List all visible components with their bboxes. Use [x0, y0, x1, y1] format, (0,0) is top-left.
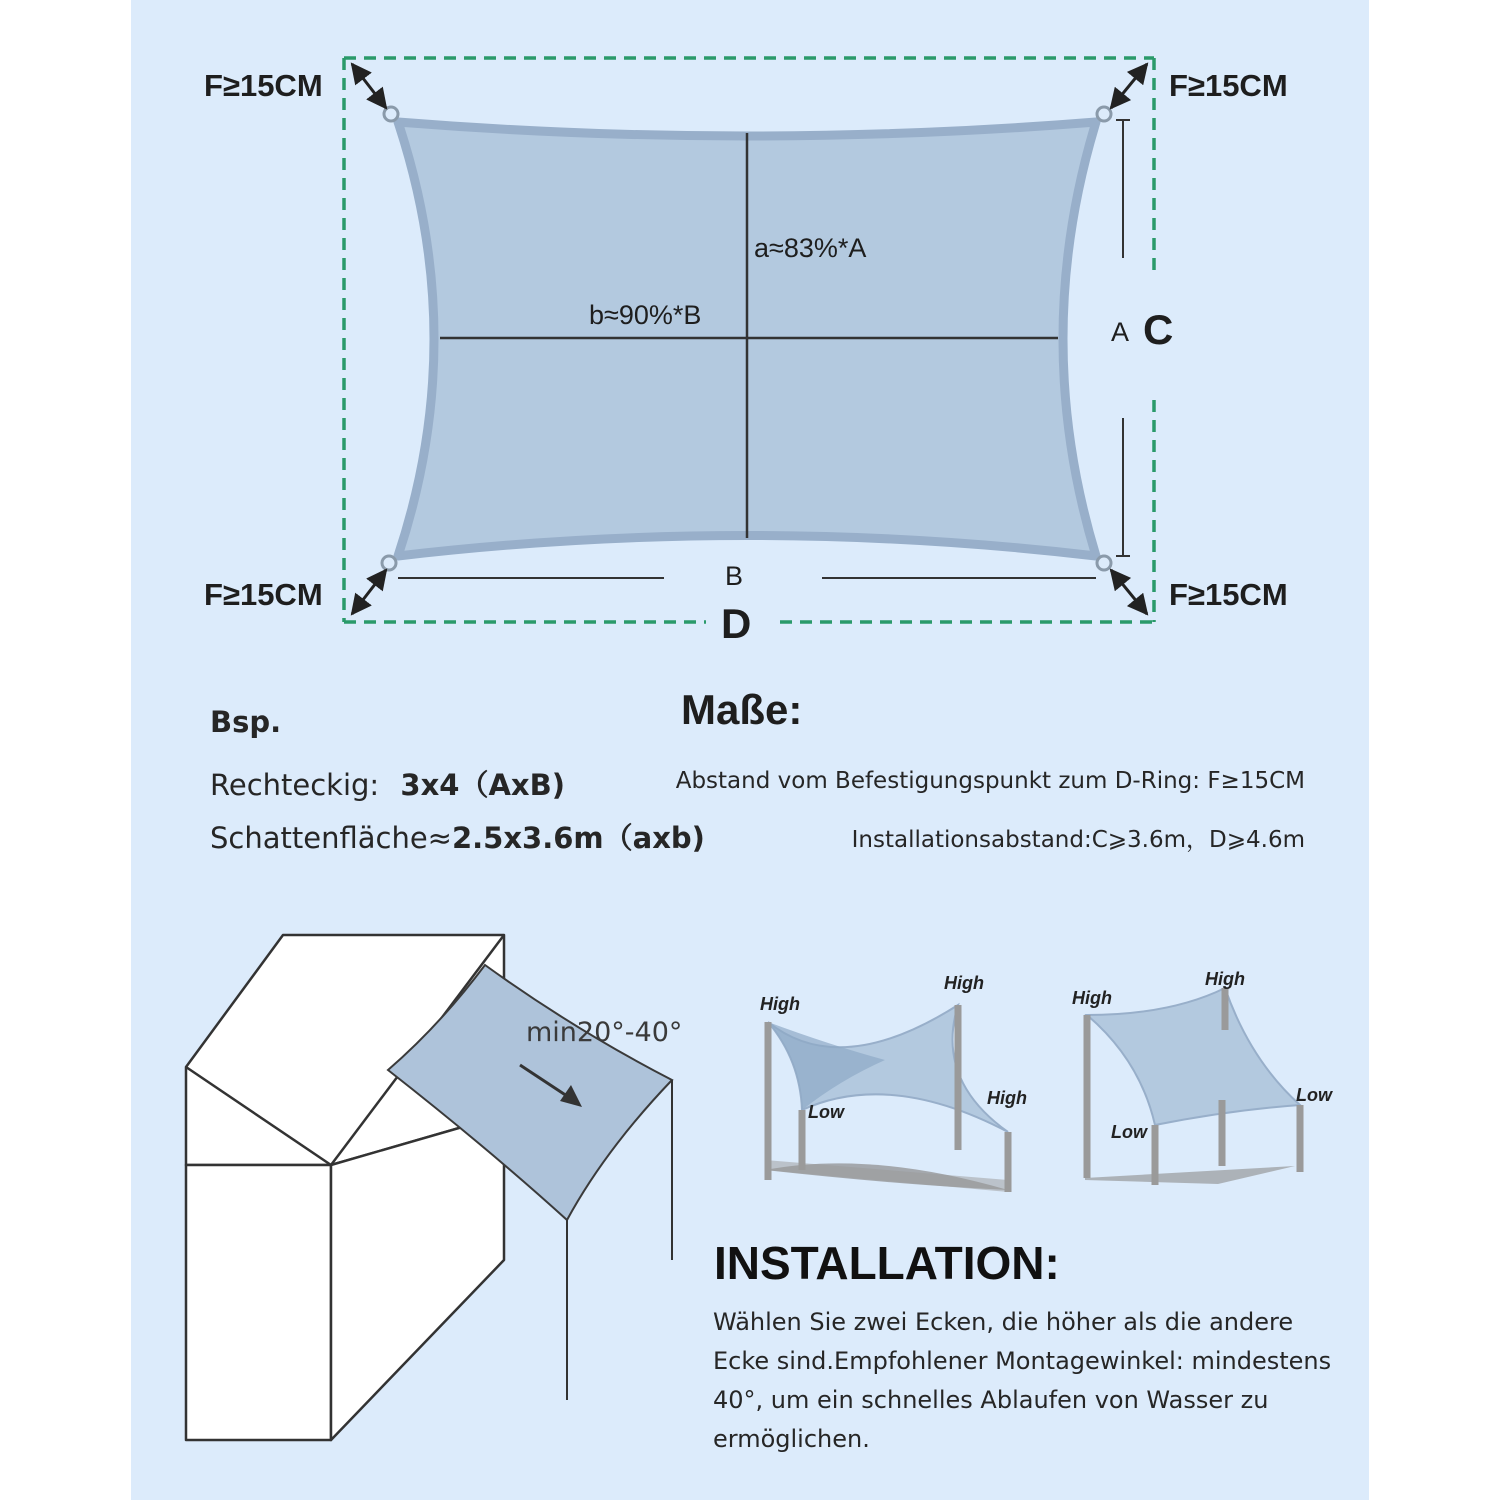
corner-label-top-left: F≥15CM	[204, 68, 323, 103]
ex1-high-label-1: High	[760, 994, 800, 1014]
shade-row	[210, 816, 705, 857]
ex2-high-label-2: High	[1205, 969, 1245, 989]
side-b-label: B	[725, 561, 744, 591]
installation-text: Wählen Sie zwei Ecken, die höher als die andere Ecke sind.Empfohlener Montagewinkel: mindestens 40°, um ein schnelles Ablaufen von Wasser zu ermöglichen.	[713, 1308, 1332, 1453]
ex2-low-label-1: Low	[1296, 1085, 1332, 1105]
rect-row	[210, 763, 565, 804]
corner-label-top-right: F≥15CM	[1169, 68, 1288, 103]
inner-height-label: a≈83%*A	[754, 233, 867, 263]
example2-shadow	[1085, 1166, 1295, 1184]
rect-label: Rechteckig:	[210, 768, 380, 802]
corner-label-bottom-right: F≥15CM	[1169, 577, 1288, 612]
outer-d-label: D	[721, 600, 752, 647]
ex1-low-label: Low	[808, 1102, 844, 1122]
example-label: Bsp.	[210, 705, 282, 739]
ex2-low-label-2: Low	[1111, 1122, 1147, 1142]
ex1-high-label-2: High	[944, 973, 984, 993]
shade-label: Schattenfläche≈	[210, 821, 452, 855]
wall-mount-illustration	[160, 920, 700, 1480]
shade-value: 2.5x3.6m（axb)	[451, 821, 705, 855]
ex2-high-label-1: High	[1072, 988, 1112, 1008]
example2-sail	[1087, 988, 1300, 1125]
side-a-label: A	[1111, 317, 1130, 347]
measures-title: Maße:	[681, 686, 803, 733]
outer-c-label: C	[1143, 306, 1174, 353]
corner-label-bottom-left: F≥15CM	[204, 577, 323, 612]
angle-label: min20°-40°	[526, 1017, 683, 1048]
distance-note: Abstand vom Befestigungspunkt zum D-Ring: F≥15CM	[675, 768, 1305, 794]
ex1-high-label-3: High	[987, 1088, 1027, 1108]
inner-width-label: b≈90%*B	[589, 300, 702, 330]
install-distance-note: Installationsabstand:C⩾3.6m，D⩾4.6m	[851, 827, 1305, 853]
rect-value: 3x4（AxB)	[400, 768, 565, 802]
installation-title: INSTALLATION:	[714, 1237, 1060, 1289]
